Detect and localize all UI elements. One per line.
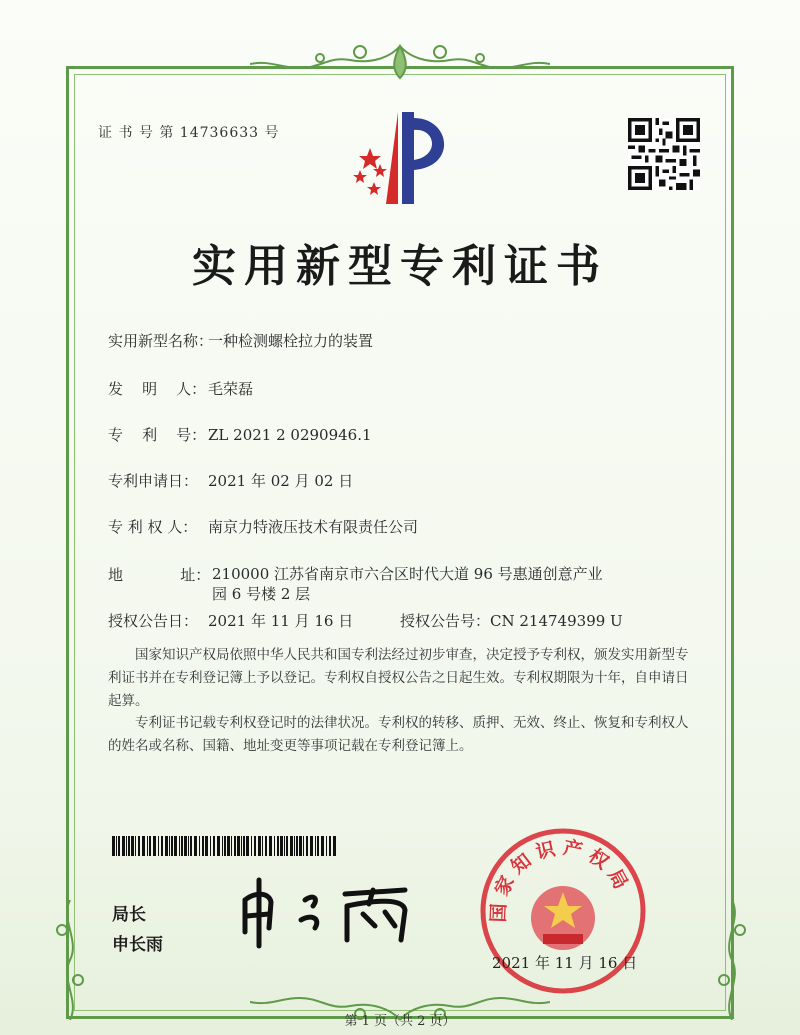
right-ornament bbox=[712, 900, 752, 1020]
field-inventor bbox=[108, 378, 253, 399]
invention-name-value: 一种检测螺栓拉力的装置 bbox=[208, 332, 374, 350]
field-application-date bbox=[108, 470, 353, 491]
left-ornament bbox=[50, 900, 90, 1020]
barcode-icon bbox=[112, 836, 336, 856]
patentee-value: 南京力特液压技术有限责任公司 bbox=[208, 518, 419, 536]
field-patentee bbox=[108, 516, 418, 537]
svg-text:国家知识产权局: 国家知识产权局 bbox=[487, 836, 635, 923]
director-title: 局长 bbox=[112, 905, 146, 925]
grant-number-label: 授权公告号： bbox=[400, 612, 491, 630]
application-date-label: 专利申请日： bbox=[108, 472, 199, 490]
invention-name-label: 实用新型名称： bbox=[108, 332, 214, 350]
address-value bbox=[212, 564, 612, 604]
field-patent-number bbox=[108, 424, 372, 445]
field-invention-name bbox=[108, 330, 373, 351]
cnipa-logo-icon bbox=[340, 108, 460, 208]
top-ornament bbox=[250, 38, 550, 84]
patentee-label: 专 利 权 人： bbox=[108, 518, 198, 536]
patent-number-label: 专 利 号： bbox=[108, 426, 207, 444]
application-date-value: 2021 年 02 月 02 日 bbox=[208, 472, 354, 490]
address-label: 地 址： bbox=[108, 566, 211, 584]
seal-date: 2021 年 11 月 16 日 bbox=[492, 954, 638, 972]
certificate-number: 证 书 号 第 14736633 号 bbox=[98, 125, 280, 141]
grant-number-value: CN 214749399 U bbox=[490, 612, 623, 630]
field-grant-date bbox=[108, 610, 353, 631]
director-signature bbox=[235, 870, 425, 950]
address-line-2: 园 6 号楼 2 层 bbox=[212, 585, 311, 603]
qr-code-icon bbox=[628, 118, 700, 190]
director-name: 申长雨 bbox=[112, 935, 163, 955]
field-address bbox=[108, 564, 211, 585]
grant-date-value: 2021 年 11 月 16 日 bbox=[208, 612, 354, 630]
inventor-label: 发 明 人： bbox=[108, 380, 207, 398]
address-line-1: 210000 江苏省南京市六合区时代大道 96 号惠通创意产业 bbox=[212, 565, 603, 583]
page-indicator: 第 1 页（共 2 页） bbox=[344, 1014, 456, 1029]
certificate-title: 实用新型专利证书 bbox=[192, 241, 608, 292]
paragraph-legal-status: 专利证书记载专利权登记时的法律状况。专利权的转移、质押、无效、终止、恢复和专利权人的姓名或名称、国籍、地址变更等事项记载在专利登记簿上。 bbox=[108, 715, 689, 754]
patent-number-value: ZL 2021 2 0290946.1 bbox=[208, 426, 372, 444]
grant-date-label: 授权公告日： bbox=[108, 612, 199, 630]
field-grant-number bbox=[400, 610, 623, 631]
paragraph-grant-statement: 国家知识产权局依照中华人民共和国专利法经过初步审查，决定授予专利权，颁发实用新型专利证书并在专利登记簿上予以登记。专利权自授权公告之日起生效。专利权期限为十年，自申请日起算。 bbox=[108, 647, 689, 709]
inventor-value: 毛荣磊 bbox=[208, 380, 254, 398]
